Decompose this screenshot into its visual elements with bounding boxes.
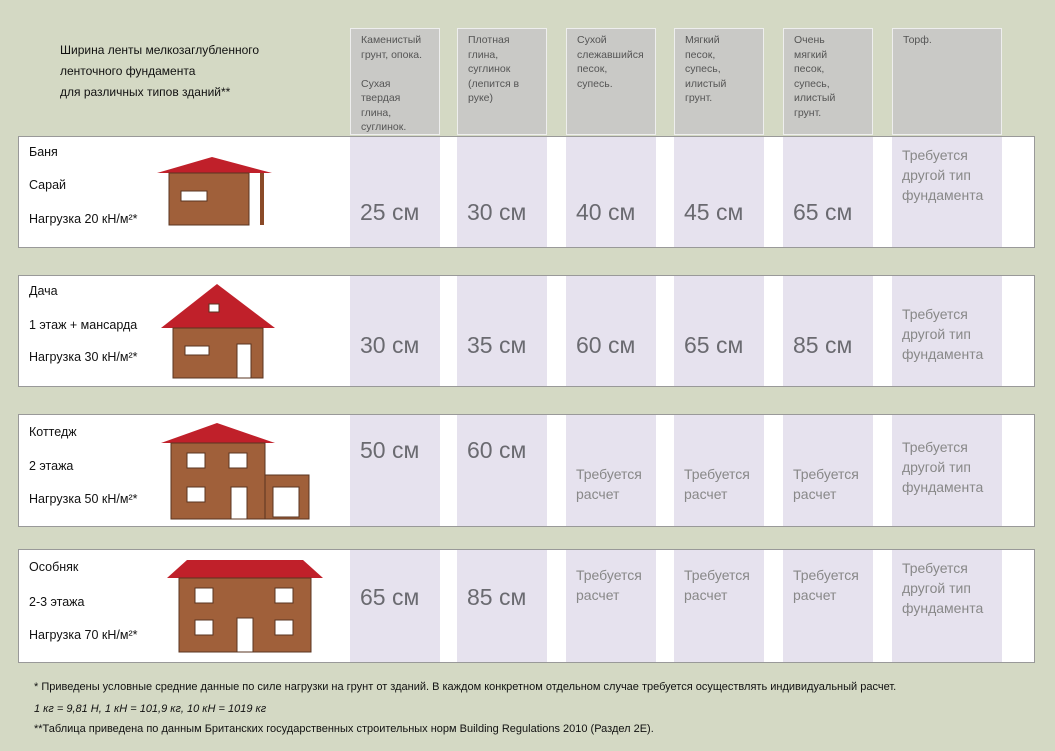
building-name: Дача: [29, 284, 58, 298]
other-foundation-note: Требуется другой тип фундамента: [902, 560, 984, 616]
building-load: Нагрузка 30 кН/м²*: [29, 350, 138, 364]
width-value: 25 см: [360, 199, 420, 225]
calc-required-note: Требуется расчет: [793, 567, 859, 603]
building-name: Особняк: [29, 560, 79, 574]
width-value: 30 см: [467, 199, 527, 225]
building-load: Нагрузка 20 кН/м²*: [29, 212, 138, 226]
building-type: 2-3 этажа: [29, 595, 85, 609]
building-load: Нагрузка 70 кН/м²*: [29, 628, 138, 642]
building-type: 2 этажа: [29, 459, 74, 473]
width-value: 35 см: [467, 332, 527, 358]
width-value: 65 см: [793, 199, 853, 225]
calc-required-note: Требуется расчет: [576, 567, 642, 603]
other-foundation-note: Требуется другой тип фундамента: [902, 147, 984, 203]
building-type: Сарай: [29, 178, 67, 192]
width-value: 85 см: [467, 584, 527, 610]
title-line-3: для различных типов зданий**: [60, 85, 231, 99]
footnote-units: 1 кг = 9,81 Н, 1 кН = 101,9 кг, 10 кН = 1019 кг: [34, 703, 267, 715]
column-header-peat: Торф.: [892, 28, 1002, 135]
table-row-mansion: [18, 549, 1035, 663]
column-header-dry-sand: Сухой слежавшийся песок, супесь.: [566, 28, 656, 135]
column-header-rocky: Каменистый грунт, опока. Сухая твердая глина, суглинок.: [350, 28, 440, 135]
width-value: 65 см: [684, 332, 744, 358]
calc-required-note: Требуется расчет: [684, 567, 750, 603]
width-value: 60 см: [576, 332, 636, 358]
width-value: 60 см: [467, 437, 527, 463]
width-value: 45 см: [684, 199, 744, 225]
other-foundation-note: Требуется другой тип фундамента: [902, 306, 984, 362]
calc-required-note: Требуется расчет: [576, 466, 642, 502]
cottage-house-icon: [159, 421, 314, 521]
width-value: 30 см: [360, 332, 420, 358]
footnote-load: * Приведены условные средние данные по силе нагрузки на грунт от зданий. В каждом конкретном отдельном случае требуется осуществлять индивидуальный расчет.: [34, 681, 897, 693]
width-value: 65 см: [360, 584, 420, 610]
width-value: 50 см: [360, 437, 420, 463]
building-name: Коттедж: [29, 425, 77, 439]
width-value: 85 см: [793, 332, 853, 358]
building-name: Баня: [29, 145, 58, 159]
table-row-cottage: [18, 414, 1035, 527]
table-row-dacha: [18, 275, 1035, 387]
building-load: Нагрузка 50 кН/м²*: [29, 492, 138, 506]
title-line-2: ленточного фундамента: [60, 64, 196, 78]
table-title: [60, 40, 259, 103]
mansion-house-icon: [163, 558, 328, 658]
column-header-very-soft-sand: Очень мягкий песок, супесь, илистый грунт.: [783, 28, 873, 135]
dacha-house-icon: [159, 282, 279, 382]
other-foundation-note: Требуется другой тип фундамента: [902, 439, 984, 495]
column-header-dense-clay: Плотная глина, суглинок (лепится в руке): [457, 28, 547, 135]
calc-required-note: Требуется расчет: [793, 466, 859, 502]
footnote-source: **Таблица приведена по данным Британских государственных строительных норм Building Regulations 2010 (Раздел 2Е).: [34, 723, 654, 735]
title-line-1: Ширина ленты мелкозаглубленного: [60, 43, 260, 57]
calc-required-note: Требуется расчет: [684, 466, 750, 502]
width-value: 40 см: [576, 199, 636, 225]
building-type: 1 этаж + мансарда: [29, 318, 138, 332]
column-header-soft-sand: Мягкий песок, супесь, илистый грунт.: [674, 28, 764, 135]
table-row-banya: [18, 136, 1035, 248]
sauna-house-icon: [157, 157, 277, 227]
